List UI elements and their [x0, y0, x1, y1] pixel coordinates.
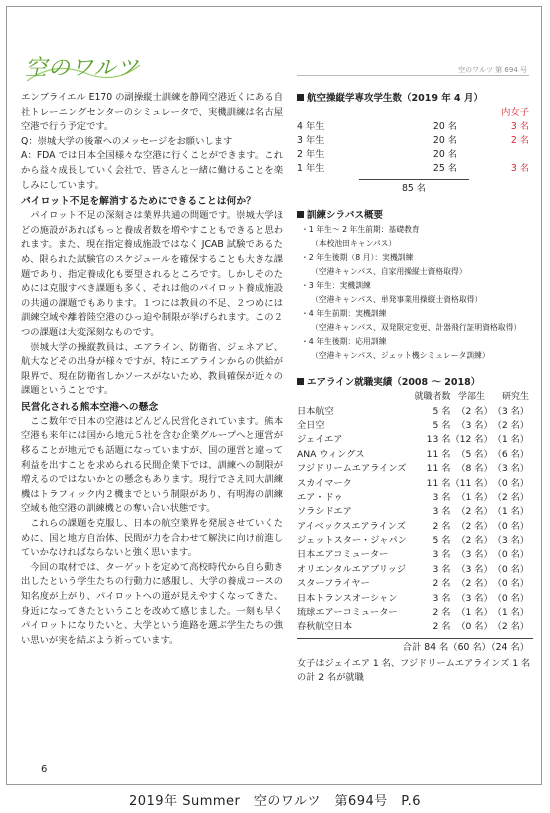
syllabus-item-detail: （空港キャンパス、単発事業用操縦士資格取得） [311, 295, 483, 304]
hired-count: 5 名 [432, 419, 451, 431]
airline-row [297, 419, 533, 433]
grad-count: （1 名） [492, 434, 529, 446]
undergrad-count: （1 名） [456, 491, 493, 503]
hired-count: 3 名 [432, 549, 451, 561]
article-paragraph: エンブライエル E170 の副操縦士訓練を静岡空港近くにある自社トレーニングセンターのシミュレータで、実機訓練は名古屋空港で行う予定です。 [21, 92, 283, 133]
students-row [297, 134, 533, 148]
airline-name: 日本エアコミューター [297, 549, 389, 561]
count-cell: 25 名 [432, 163, 457, 174]
airline-total: 合計 84 名（60 名）（24 名） [297, 638, 533, 655]
year-cell: 4 年生 [297, 121, 325, 132]
magazine-page [6, 6, 542, 785]
hired-count: 3 名 [432, 563, 451, 575]
airline-name: 日本航空 [297, 405, 334, 417]
section-heading-kumamoto-airport: 民営化される熊本空港への懸念 [21, 401, 159, 413]
issue-label: 空のワルツ 第 694 号 [458, 66, 527, 74]
airline-name: 日本トランスオーシャン [297, 592, 398, 604]
female-cell: 3 名 [510, 163, 529, 174]
syllabus-heading: 訓練シラバス概要 [297, 208, 533, 223]
syllabus-item-detail: （空港キャンパス、双発限定変更、計器飛行証明資格取得） [311, 323, 522, 332]
hired-count: 2 名 [432, 520, 451, 532]
airline-row [297, 476, 533, 490]
undergrad-count: （8 名） [456, 463, 493, 475]
hired-count: 2 名 [432, 621, 451, 633]
hired-count: 2 名 [432, 607, 451, 619]
syllabus-item: ・3 年生：実機訓練 [301, 281, 371, 290]
airline-row [297, 591, 533, 605]
students-row [297, 148, 533, 162]
hired-count: 5 名 [432, 405, 451, 417]
hired-count: 5 名 [432, 535, 451, 547]
undergrad-count: （2 名） [456, 578, 493, 590]
airline-table [297, 390, 533, 635]
col-undergrad: 学部生 [458, 392, 486, 403]
year-cell: 3 年生 [297, 135, 325, 146]
airline-row [297, 534, 533, 548]
students-row [297, 162, 533, 176]
grad-count: （0 名） [492, 477, 529, 489]
count-cell: 20 名 [432, 135, 457, 146]
airline-row [297, 563, 533, 577]
hired-count: 11 名 [426, 463, 451, 475]
col-hired: 就職者数 [414, 392, 451, 403]
grad-count: （0 名） [492, 592, 529, 604]
section-heading-pilot-shortage: パイロット不足を解消するためにできることは何か？ [21, 196, 256, 208]
syllabus-item: ・2 年生後期（8 月）：実機訓練 [301, 253, 414, 262]
airline-row [297, 606, 533, 620]
airline-name: ジェイエア [297, 434, 343, 446]
female-cell [457, 148, 533, 162]
airline-table-header [297, 390, 533, 404]
grad-count: （1 名） [492, 506, 529, 518]
airline-row [297, 448, 533, 462]
hired-count: 11 名 [426, 448, 451, 460]
undergrad-count: （12 名） [450, 434, 493, 446]
grad-count: （0 名） [492, 520, 529, 532]
square-bullet-icon [297, 211, 304, 218]
airline-row [297, 520, 533, 534]
undergrad-count: （3 名） [456, 419, 493, 431]
footer-caption: 2019年 Summer 空のワルツ 第694号 P.6 [128, 794, 422, 809]
airline-heading: エアライン就職実績（2008 ～ 2018） [297, 375, 533, 390]
airline-name: ANA ウィングス [297, 448, 365, 460]
airline-row [297, 433, 533, 447]
grad-count: （3 名） [492, 463, 529, 475]
airline-note: 女子はジェイエア 1 名、フジドリームエアラインズ 1 名の計 2 名が就職 [297, 657, 531, 683]
article-paragraph: 崇城大学の操縦教員は、エアライン、防衛省、ジェネアビ、航大などその出身が様々ですが、特にエアラインからの供給が限界で、現在防衛省しかソースがないため、教員確保が近々の課題ということです。 [21, 341, 283, 397]
square-bullet-icon [297, 378, 304, 385]
syllabus-item: ・4 年生前期：実機訓練 [301, 309, 387, 318]
airline-name: フジドリームエアラインズ [297, 463, 407, 475]
syllabus-item: ・4 年生後期：応用訓練 [301, 337, 387, 346]
grad-count: （2 名） [492, 419, 529, 431]
grad-count: （1 名） [492, 607, 529, 619]
article-paragraph: パイロット不足の深刻さは業界共通の問題です。崇城大学ほどの施設があればもっと養成者数を増やすこともできると思われます。また、現在指定養成施設ではなく JCAB 試験であるため、限られた試験官のスケジュールを確保することも大きな課題であり、指定養成化も要望されるところです。しかしそのためには克服すべき課題も多く、それは他のパイロット養成施設の共通の課題でもあります。１つには教員の不足、２つめには訓練空域や離着陸空港のひっ迫や制限が挙げられます。この２つの課題は大変深刻なものです。 [21, 210, 283, 338]
airline-name: 全日空 [297, 419, 325, 431]
hired-count: 3 名 [432, 506, 451, 518]
article-column [21, 91, 283, 648]
airline-row [297, 548, 533, 562]
undergrad-count: （3 名） [456, 592, 493, 604]
airline-row [297, 620, 533, 634]
magazine-logo [25, 51, 145, 87]
article-question: Q：崇城大学の後輩へのメッセージをお願いします [21, 135, 233, 147]
airline-name: スターフライヤー [297, 578, 370, 590]
airline-name: 春秋航空日本 [297, 621, 353, 633]
square-bullet-icon [297, 94, 304, 101]
airline-row [297, 491, 533, 505]
undergrad-count: （2 名） [456, 520, 493, 532]
students-total: 85 名 [359, 179, 469, 196]
female-cell: 3 名 [510, 121, 529, 132]
article-paragraph: これらの課題を克服し、日本の航空業界を発展させていくために、国と地方自治体、民間が力を合わせて解決に向け前進していかなければならないと強く思います。 [21, 518, 283, 559]
year-cell: 2 年生 [297, 149, 325, 160]
female-column-header: 内女子 [501, 107, 529, 118]
grad-count: （2 名） [492, 491, 529, 503]
airline-name: スカイマーク [297, 477, 352, 489]
grad-count: （3 名） [492, 405, 529, 417]
article-answer: A：FDA では日本全国様々な空港に行くことができます。これから益々成長していく会社で、皆さんと一緒に働けることを楽しみにしています。 [21, 150, 283, 191]
page-number: 6 [41, 764, 48, 775]
undergrad-count: （2 名） [456, 535, 493, 547]
hired-count: 2 名 [432, 578, 451, 590]
logo-text: 空のワルツ [25, 56, 140, 81]
col-grad: 研究生 [501, 392, 529, 403]
airline-row [297, 505, 533, 519]
syllabus-item-detail: （空港キャンパス、自家用操縦士資格取得） [311, 267, 467, 276]
students-table [297, 120, 533, 176]
count-cell: 20 名 [432, 149, 457, 160]
undergrad-count: （2 名） [456, 506, 493, 518]
sidebar-column [297, 91, 533, 685]
airline-name: オリエンタルエアブリッジ [297, 563, 406, 575]
hired-count: 3 名 [432, 592, 451, 604]
undergrad-count: （3 名） [456, 549, 493, 561]
grad-count: （6 名） [492, 448, 529, 460]
undergrad-count: （2 名） [456, 405, 493, 417]
grad-count: （2 名） [492, 621, 529, 633]
undergrad-count: （0 名） [456, 621, 493, 633]
syllabus-item-detail: （空港キャンパス、ジェット機シミュレータ訓練） [311, 351, 490, 360]
hired-count: 13 名 [426, 434, 451, 446]
undergrad-count: （5 名） [456, 448, 493, 460]
hired-count: 3 名 [432, 491, 451, 503]
grad-count: （3 名） [492, 535, 529, 547]
undergrad-count: （3 名） [456, 563, 493, 575]
students-heading: 航空操縦学専攻学生数（2019 年 4 月） [297, 91, 533, 106]
airline-name: 琉球エアーコミューター [297, 607, 398, 619]
students-row [297, 120, 533, 134]
airline-row [297, 462, 533, 476]
female-cell: 2 名 [510, 135, 529, 146]
airline-row [297, 404, 533, 418]
syllabus-item: ・1 年生～ 2 年生前期：基礎教育 [301, 225, 420, 234]
syllabus-list [301, 223, 533, 363]
airline-row [297, 577, 533, 591]
year-cell: 1 年生 [297, 163, 325, 174]
airline-name: エア・ドゥ [297, 491, 343, 503]
count-cell: 20 名 [432, 121, 457, 132]
hired-count: 11 名 [426, 477, 451, 489]
grad-count: （0 名） [492, 549, 529, 561]
airline-name: ジェットスター・ジャパン [297, 535, 407, 547]
article-paragraph: 今回の取材では、ターゲットを定めて高校時代から自ら動き出したという学生たちの行動力に感服し、大学の養成コースの知名度が上がり、パイロットへの道が見えやすくなってきた、身近になってきたということを改めて感じました。一刻も早くパイロットになりたいと、大学という進路を選ぶ学生たちの強い思いが実を結ぶよう祈っています。 [21, 561, 283, 646]
grad-count: （0 名） [492, 563, 529, 575]
airline-name: アイベックスエアラインズ [297, 520, 406, 532]
airline-name: ソラシドエア [297, 506, 352, 518]
header-divider [297, 75, 529, 76]
undergrad-count: （11 名） [450, 477, 493, 489]
undergrad-count: （1 名） [456, 607, 493, 619]
syllabus-item-detail: （本校池田キャンパス） [311, 239, 397, 248]
grad-count: （0 名） [492, 578, 529, 590]
article-paragraph: ここ数年で日本の空港はどんどん民営化されています。熊本空港も来年には国から地元５社を含む企業グループへと運営が移ることが地元でも話題になっていますが、国の運営と違って利益を出すことを求められる民間企業下では、訓練への制限が増えるのではないかとの懸念もあります。現行でさえ同大訓練機はトラフィック内２機までという制限があり、有明海の訓練空域も他空港の訓練機との奪い合い状態です。 [21, 415, 283, 515]
